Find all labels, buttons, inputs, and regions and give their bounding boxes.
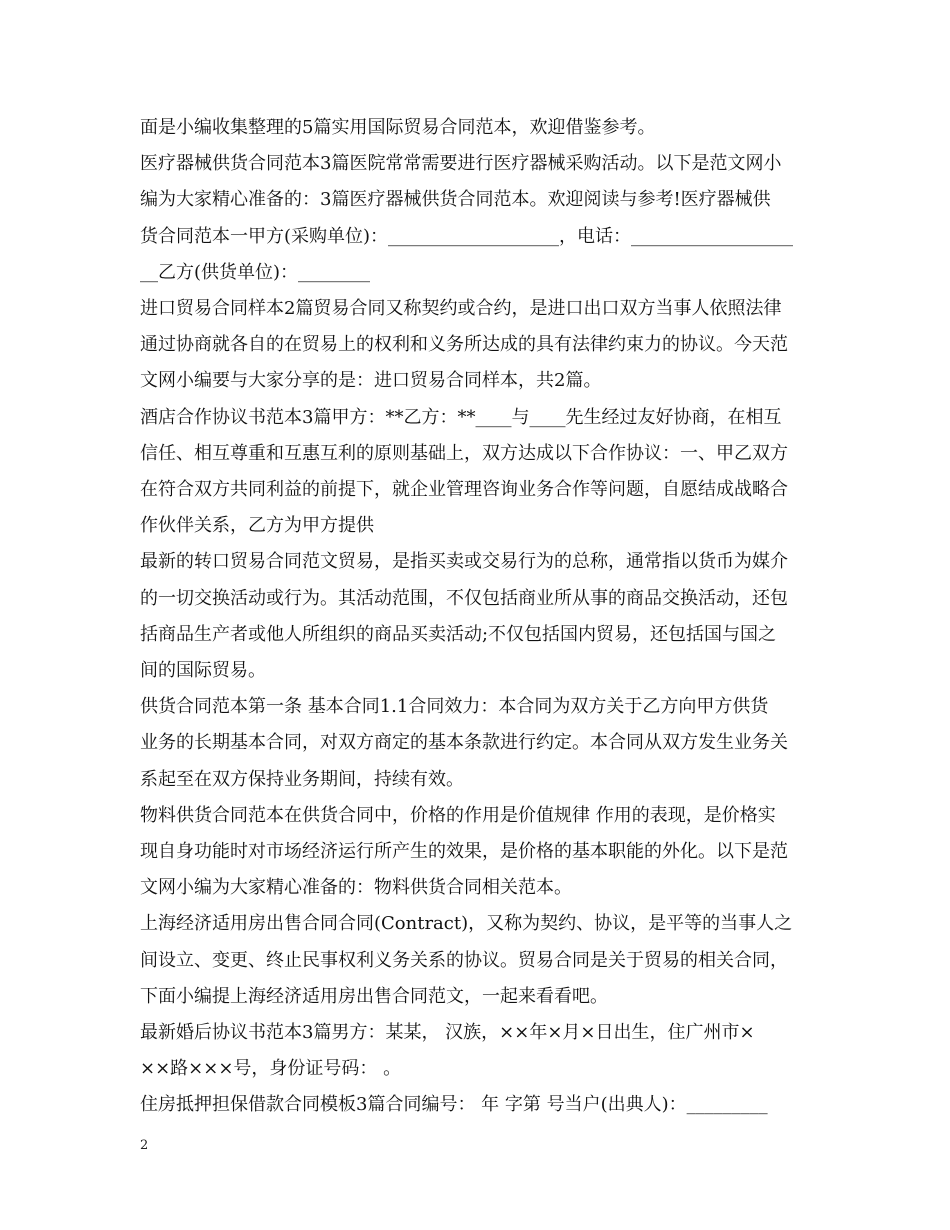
- text-line: ××路×××号，身份证号码： 。: [140, 1058, 402, 1079]
- text-line: 最新的转口贸易合同范文贸易，是指买卖或交易行为的总称，通常指以货币为媒介: [140, 551, 788, 572]
- text-line: 面是小编收集整理的5篇实用国际贸易合同范本，欢迎借鉴参考。: [140, 117, 656, 138]
- text-line: 上海经济适用房出售合同合同(Contract)，又称为契约、协议，是平等的当事人之: [140, 913, 793, 934]
- text-line: __乙方(供货单位)：________: [140, 262, 371, 283]
- text-line: 通过协商就各自的在贸易上的权利和义务所达成的具有法律约束力的协议。今天范: [140, 334, 788, 355]
- text-line: 现自身功能时对市场经济运行所产生的效果，是价格的基本职能的外化。以下是范: [140, 841, 788, 862]
- text-line: 间的国际贸易。: [140, 660, 266, 681]
- text-line: 在符合双方共同利益的前提下，就企业管理咨询业务合作等问题，自愿结成战略合: [140, 479, 788, 500]
- text-line: 物料供货合同范本在供货合同中，价格的作用是价值规律 作用的表现，是价格实: [140, 805, 776, 826]
- text-line: 供货合同范本第一条 基本合同1.1合同效力：本合同为双方关于乙方向甲方供货: [140, 696, 769, 717]
- text-line: 作伙伴关系，乙方为甲方提供: [140, 515, 374, 536]
- text-line: 住房抵押担保借款合同模板3篇合同编号： 年 字第 号当户(出典人)：_________: [140, 1094, 768, 1115]
- text-line: 文网小编要与大家分享的是：进口贸易合同样本，共2篇。: [140, 370, 602, 391]
- text-line: 下面小编提上海经济适用房出售合同范文，一起来看看吧。: [140, 986, 608, 1007]
- text-line: 酒店合作协议书范本3篇甲方：**乙方：**____与____先生经过友好协商，在相互: [140, 407, 782, 428]
- text-line: 编为大家精心准备的：3篇医疗器械供货合同范本。欢迎阅读与参考!医疗器械供: [140, 189, 771, 210]
- text-line: 货合同范本一甲方(采购单位)：___________________，电话：__________________: [140, 226, 794, 247]
- text-line: 括商品生产者或他人所组织的商品买卖活动;不仅包括国内贸易，还包括国与国之: [140, 624, 777, 645]
- text-line: 信任、相互尊重和互惠互利的原则基础上，双方达成以下合作协议：一、甲乙双方: [140, 443, 788, 464]
- text-line: 文网小编为大家精心准备的：物料供货合同相关范本。: [140, 877, 572, 898]
- text-line: 进口贸易合同样本2篇贸易合同又称契约或合约，是进口出口双方当事人依照法律: [140, 298, 782, 319]
- text-line: 医疗器械供货合同范本3篇医院常常需要进行医疗器械采购活动。以下是范文网小: [140, 153, 782, 174]
- page-number: 2: [140, 1138, 149, 1153]
- text-line: 业务的长期基本合同，对双方商定的基本条款进行约定。本合同从双方发生业务关: [140, 732, 788, 753]
- text-line: 最新婚后协议书范本3篇男方：某某， 汉族，××年×月×日出生，住广州市×: [140, 1022, 755, 1043]
- text-line: 间设立、变更、终止民事权利义务关系的协议。贸易合同是关于贸易的相关合同，: [140, 950, 788, 971]
- text-line: 系起至在双方保持业务期间，持续有效。: [140, 769, 464, 790]
- text-line: 的一切交换活动或行为。其活动范围，不仅包括商业所从事的商品交换活动，还包: [140, 588, 788, 609]
